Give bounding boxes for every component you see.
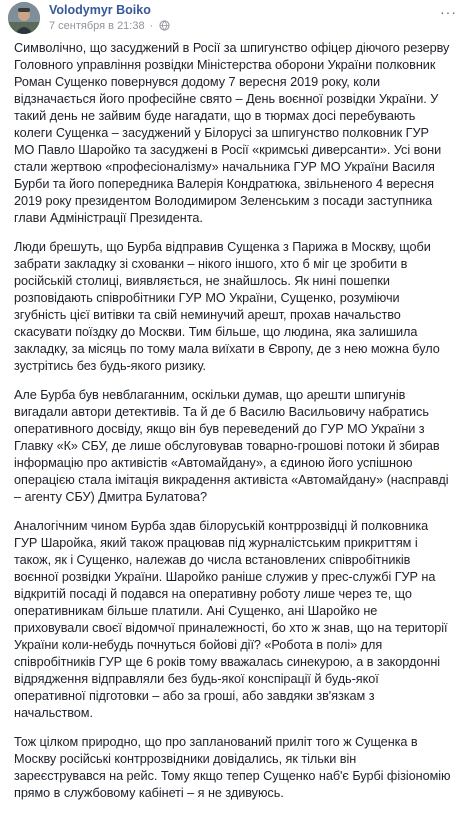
- post-text: [14, 40, 451, 814]
- more-dots-icon[interactable]: ···: [440, 4, 457, 20]
- post-timestamp[interactable]: 7 сентября в 21:38: [49, 20, 145, 32]
- post-paragraph-1: Символічно, що засуджений в Росії за шпигунство офіцер діючого резерву Головного управління розвідки Міністерства оборони України полковник Роман Сущенко повернувся додому 7 вересня 2019 року, коли відзначається його професійне свято – День воєнної розвідки України. У такий день не зайвим буде нагадати, що в тюрмах досі перебувають колеги Сущенка – засуджений у Білорусі за шпигунство полковник ГУР МО Павло Шаройко та засуджені в Росії «кримські диверсанти». Усі вони стали жертвою «професіоналізму» начальника ГУР МО України Василя Бурби та його попередника Валерія Кондратюка, звільненого 4 вересня 2019 року президентом Володимиром Зеленським з посади заступника глави Адміністрації Президента.: [14, 41, 450, 225]
- author-avatar[interactable]: [8, 2, 40, 34]
- post-meta: [49, 20, 170, 34]
- post-header: [8, 2, 457, 36]
- globe-icon: [159, 20, 170, 34]
- meta-separator: ·: [149, 20, 154, 32]
- post-paragraph-3: Але Бурба був невблаганним, оскільки думав, що арешти шпигунів вигадали автори детективів. Та й де б Василю Васильовичу набратись оперативного досвіду, якщо він був переведений до ГУР МО України з Главку «К» СБУ, де лише обслуговував товарно-грошові потоки й збирав інформацію про активістів «Автомайдану», а єдиною його успішною операцією стала імітація викрадення активіста «Автомайдану» (насправді – агенту СБУ) Дмитра Булатова?: [14, 388, 449, 504]
- post-paragraph-5: Тож цілком природно, що про запланований приліт того ж Сущенка в Москву російські контррозвідники довідались, як тільки він зареєструвався на рейс. Тому якщо тепер Сущенко наб'є Бурбі фізіономію прямо в службовому кабінеті – я не здивуюсь.: [14, 735, 451, 800]
- author-name[interactable]: Volodymyr Boiko: [49, 3, 151, 17]
- post-paragraph-2: Люди брешуть, що Бурба відправив Сущенка з Парижа в Москву, щоби забрати закладку зі схованки – нікого іншого, хто б міг це зробити в російській столиці, виявляється, не знайшлось. Як нині пошепки розповідають співробітники ГУР МО України, Сущенко, розуміючи згубність цієї витівки та свій неминучий арешт, прохав начальство скасувати поїздку до Москви. Тим більше, що людина, яка залишила закладку, за місяць по тому мала виїхати в Європу, де з нею можна було зустрітись без будь-якого ризику.: [14, 240, 440, 373]
- post-paragraph-4: Аналогічним чином Бурба здав білоруській контррозвідці й полковника ГУР Шаройка, який також працював під журналістським прикриттям і також, як і Сущенко, належав до числа встановлених співробітників воєнної розвідки України. Шаройко раніше служив у прес-службі ГУР на відкритій посаді й подався на оперативну роботу лише через те, що оперативникам більше платили. Ані Сущенко, ані Шаройко не приховували своєї відомчої приналежності, бо хто ж знав, що на території України коли-небудь почнуться бойові дії? «Робота в полі» для співробітників ГУР ще 6 років тому вважалась синекурою, а в закордонні відрядження відправляли без будь-якої конспірації й будь-якої оперативної підготовки – або за гроші, або завдяки зв'язкам з начальством.: [14, 519, 448, 720]
